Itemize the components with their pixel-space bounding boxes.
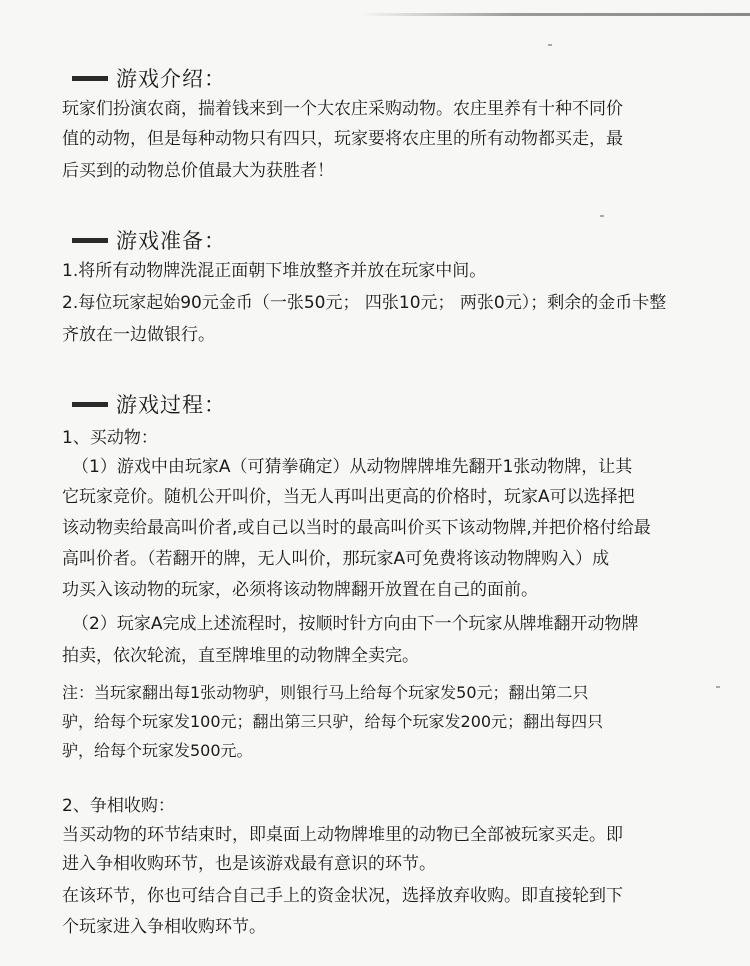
process-line: 拍卖，依次轮流，直至牌堆里的动物牌全卖完。 (62, 646, 419, 666)
process-line: （1）游戏中由玩家A（可猜拳确定）从动物牌牌堆先翻开1张动物牌，让其 (72, 457, 633, 477)
heading-text: 游戏准备： (116, 229, 226, 253)
process-line: 个玩家进入争相收购环节。 (62, 917, 266, 937)
top-rule (360, 13, 750, 16)
process-line: 高叫价者。（若翻开的牌，无人叫价，那玩家A可免费将该动物牌购入）成 (62, 549, 610, 569)
section-heading-prep (72, 226, 226, 254)
heading-bar-icon (72, 238, 108, 243)
section-heading-process (72, 390, 226, 418)
heading-text: 游戏介绍： (116, 67, 226, 91)
process-line: 1、买动物： (62, 428, 158, 448)
heading-text: 游戏过程： (116, 393, 226, 417)
process-line: 进入争相收购环节，也是该游戏最有意识的环节。 (62, 854, 436, 874)
note-line: 驴，给每个玩家发100元；翻出第三只驴，给每个玩家发200元；翻出每四只 (62, 712, 604, 731)
process-line: 在该环节，你也可结合自己手上的资金状况，选择放弃收购。即直接轮到下 (62, 886, 623, 906)
prep-line: 2.每位玩家起始90元金币（一张50元； 四张10元； 两张0元）；剩余的金币卡整 (62, 293, 667, 313)
process-line: （2）玩家A完成上述流程时，按顺时针方向由下一个玩家从牌堆翻开动物牌 (72, 614, 639, 634)
scan-speck (600, 215, 604, 217)
process-line: 2、争相收购： (62, 796, 175, 816)
scan-speck (716, 686, 720, 688)
intro-line: 玩家们扮演农商，揣着钱来到一个大农庄采购动物。农庄里养有十种不同价 (62, 99, 623, 119)
prep-line: 齐放在一边做银行。 (62, 325, 215, 345)
heading-bar-icon (72, 402, 108, 407)
intro-line: 值的动物，但是每种动物只有四只，玩家要将农庄里的所有动物都买走，最 (62, 129, 623, 149)
note-line: 注：当玩家翻出每1张动物驴，则银行马上给每个玩家发50元；翻出第二只 (62, 683, 589, 702)
process-line: 它玩家竞价。随机公开叫价，当无人再叫出更高的价格时，玩家A可以选择把 (62, 487, 635, 507)
scan-speck (548, 44, 552, 46)
prep-line: 1.将所有动物牌洗混正面朝下堆放整齐并放在玩家中间。 (62, 261, 487, 281)
process-line: 当买动物的环节结束时，即桌面上动物牌堆里的动物已全部被玩家买走。即 (62, 825, 623, 845)
note-line: 驴，给每个玩家发500元。 (62, 741, 253, 760)
process-line: 该动物卖给最高叫价者,或自己以当时的最高叫价买下该动物牌,并把价格付给最 (62, 518, 651, 538)
intro-line: 后买到的动物总价值最大为获胜者！ (62, 161, 334, 181)
section-heading-intro (72, 64, 226, 92)
heading-bar-icon (72, 76, 108, 81)
process-line: 功买入该动物的玩家，必须将该动物牌翻开放置在自己的面前。 (62, 580, 538, 600)
